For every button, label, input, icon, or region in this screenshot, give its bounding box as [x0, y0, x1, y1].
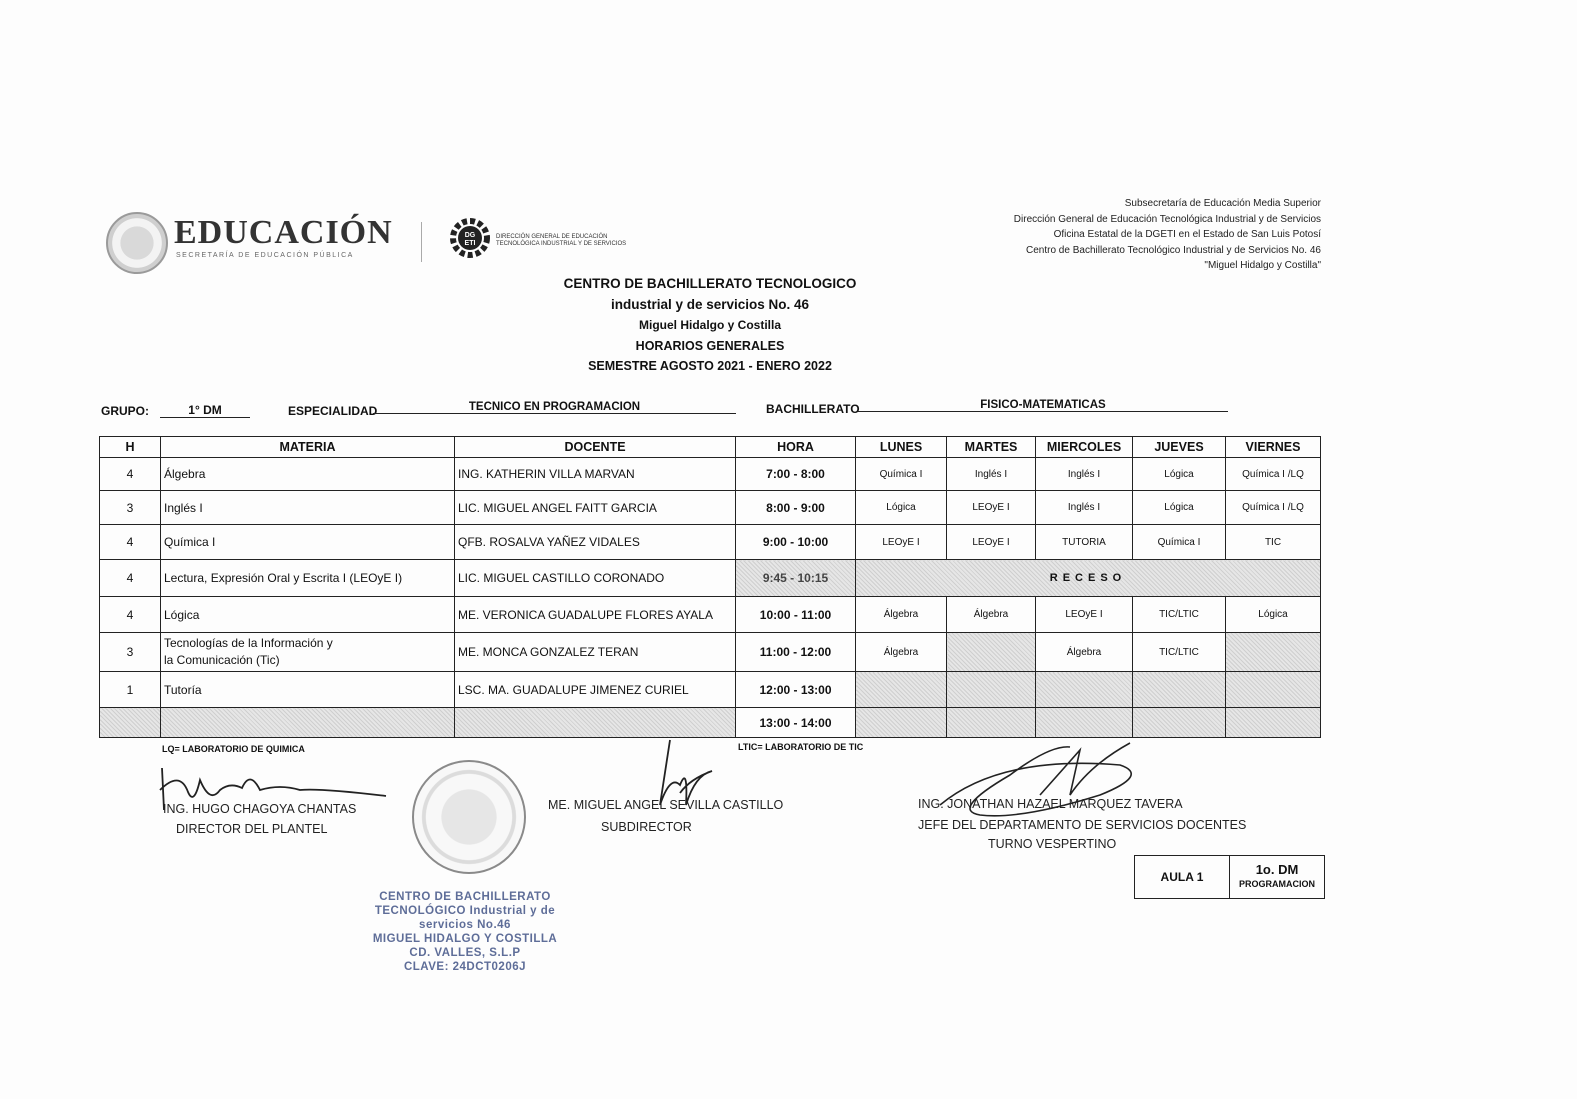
cell-miercoles: Inglés I: [1036, 458, 1133, 491]
stamp-line: TECNOLÓGICO Industrial y de: [374, 905, 556, 917]
jefe-turno: TURNO VESPERTINO: [988, 837, 1117, 851]
director-title: DIRECTOR DEL PLANTEL: [176, 822, 328, 836]
cell-h: 4: [100, 525, 161, 560]
school-name: Miguel Hidalgo y Costilla: [638, 318, 781, 332]
cell-lunes: LEOyE I: [856, 525, 947, 560]
cell-jueves: Lógica: [1133, 458, 1226, 491]
semester-title: SEMESTRE AGOSTO 2021 - ENERO 2022: [588, 359, 832, 373]
stamp-line: MIGUEL HIDALGO Y COSTILLA: [372, 933, 558, 945]
cell-docente: ME. VERONICA GUADALUPE FLORES AYALA: [455, 597, 736, 633]
educacion-logo-subtitle: SECRETARÍA DE EDUCACIÓN PÚBLICA: [176, 252, 354, 259]
cell-materia: [161, 708, 455, 738]
cell-viernes: [1226, 672, 1321, 708]
header-materia: MATERIA: [161, 437, 455, 458]
cell-docente: QFB. ROSALVA YAÑEZ VIDALES: [455, 525, 736, 560]
cell-materia: Álgebra: [161, 458, 455, 491]
receso-cell: RECESO: [856, 560, 1321, 597]
cell-lunes: Álgebra: [856, 633, 947, 672]
cell-hora: 8:00 - 9:00: [736, 491, 856, 525]
header-h: H: [100, 437, 161, 458]
cell-docente: LSC. MA. GUADALUPE JIMENEZ CURIEL: [455, 672, 736, 708]
cell-h: 3: [100, 491, 161, 525]
grupo-value: 1° DM: [160, 403, 250, 418]
svg-text:DG: DG: [464, 232, 476, 239]
header-viernes: VIERNES: [1226, 437, 1321, 458]
materia-line: Tecnologías de la Información y: [164, 636, 333, 650]
stamp-line: servicios No.46: [419, 919, 511, 931]
schedule-table: [99, 436, 1321, 738]
cell-jueves: [1133, 672, 1226, 708]
sep-seal-logo: [106, 212, 168, 274]
cell-miercoles: [1036, 708, 1133, 738]
table-row: [100, 491, 1321, 525]
cell-lunes: Álgebra: [856, 597, 947, 633]
grupo-label: GRUPO:: [101, 404, 149, 418]
cell-materia: [161, 633, 455, 672]
cell-hora: 12:00 - 13:00: [736, 672, 856, 708]
cell-martes: Inglés I: [947, 458, 1036, 491]
aula-specialty: PROGRAMACION: [1239, 879, 1315, 889]
table-row: [100, 672, 1321, 708]
cell-viernes: [1226, 633, 1321, 672]
cell-martes: [947, 633, 1036, 672]
cell-miercoles: TUTORIA: [1036, 525, 1133, 560]
header-lunes: LUNES: [856, 437, 947, 458]
jefe-title: JEFE DEL DEPARTAMENTO DE SERVICIOS DOCENTES: [918, 818, 1247, 832]
cell-jueves: TIC/LTIC: [1133, 633, 1226, 672]
cell-h: 4: [100, 560, 161, 597]
cell-h: 4: [100, 597, 161, 633]
stamp-line: CD. VALLES, S.L.P: [409, 947, 521, 959]
cell-h: [100, 708, 161, 738]
header-line: Subsecretaría de Educación Media Superior: [1124, 198, 1321, 209]
header-hora: HORA: [736, 437, 856, 458]
cell-lunes: Química I: [856, 458, 947, 491]
cell-viernes: Química I /LQ: [1226, 491, 1321, 525]
stamp-line: CENTRO DE BACHILLERATO: [379, 891, 551, 903]
cell-lunes: [856, 672, 947, 708]
cell-lunes: [856, 708, 947, 738]
cell-lunes: Lógica: [856, 491, 947, 525]
logo-divider: [421, 222, 422, 262]
table-row: [100, 560, 1321, 597]
institution-header: [1014, 196, 1321, 274]
cell-hora: 13:00 - 14:00: [736, 708, 856, 738]
cell-materia: Inglés I: [161, 491, 455, 525]
cell-materia: Química I: [161, 525, 455, 560]
cell-docente: ME. MONCA GONZALEZ TERAN: [455, 633, 736, 672]
aula-group-cell: [1230, 856, 1325, 899]
cell-miercoles: LEOyE I: [1036, 597, 1133, 633]
cell-viernes: TIC: [1226, 525, 1321, 560]
cell-hora: 9:45 - 10:15: [736, 560, 856, 597]
aula-group: 1o. DM: [1255, 862, 1299, 877]
table-row: [100, 633, 1321, 672]
cell-jueves: [1133, 708, 1226, 738]
cell-docente: [455, 708, 736, 738]
header-line: Oficina Estatal de la DGETI en el Estado de San Luis Potosí: [1053, 229, 1321, 240]
header-miercoles: MIERCOLES: [1036, 437, 1133, 458]
table-row: [100, 458, 1321, 491]
cell-hora: 9:00 - 10:00: [736, 525, 856, 560]
svg-text:ETI: ETI: [464, 240, 476, 247]
cell-miercoles: [1036, 672, 1133, 708]
subdirector-title: SUBDIRECTOR: [601, 820, 692, 834]
cell-h: 3: [100, 633, 161, 672]
document-title: HORARIOS GENERALES: [635, 339, 785, 353]
table-row: [100, 597, 1321, 633]
cell-docente: LIC. MIGUEL CASTILLO CORONADO: [455, 560, 736, 597]
table-row: [100, 708, 1321, 738]
note-lq: LQ= LABORATORIO DE QUIMICA: [162, 744, 305, 754]
cell-jueves: Química I: [1133, 525, 1226, 560]
table-row: [100, 525, 1321, 560]
table-header-row: [100, 437, 1321, 458]
cell-viernes: [1226, 708, 1321, 738]
cell-martes: LEOyE I: [947, 525, 1036, 560]
especialidad-label: ESPECIALIDAD: [288, 404, 378, 418]
cell-hora: 10:00 - 11:00: [736, 597, 856, 633]
cell-martes: [947, 672, 1036, 708]
cell-materia: Lógica: [161, 597, 455, 633]
cell-martes: Álgebra: [947, 597, 1036, 633]
header-line: Centro de Bachillerato Tecnológico Industrial y de Servicios No. 46: [1026, 244, 1321, 256]
cell-h: 4: [100, 458, 161, 491]
stamp-line: CLAVE: 24DCT0206J: [403, 961, 527, 973]
jefe-name: ING. JONATHAN HAZAEL MARQUEZ TAVERA: [918, 797, 1183, 811]
subdirector-name: ME. MIGUEL ANGEL SEVILLA CASTILLO: [548, 798, 784, 812]
header-jueves: JUEVES: [1133, 437, 1226, 458]
cell-jueves: TIC/LTIC: [1133, 597, 1226, 633]
school-subtitle: industrial y de servicios No. 46: [610, 297, 810, 312]
director-name: ING. HUGO CHAGOYA CHANTAS: [163, 802, 357, 816]
header-martes: MARTES: [947, 437, 1036, 458]
header-docente: DOCENTE: [455, 437, 736, 458]
cell-martes: LEOyE I: [947, 491, 1036, 525]
aula-box: [1134, 855, 1325, 899]
cell-docente: LIC. MIGUEL ANGEL FAITT GARCIA: [455, 491, 736, 525]
bachillerato-value: FISICO-MATEMATICAS: [858, 399, 1228, 412]
cell-miercoles: Inglés I: [1036, 491, 1133, 525]
aula-label: AULA 1: [1135, 856, 1230, 899]
cell-miercoles: Álgebra: [1036, 633, 1133, 672]
cell-martes: [947, 708, 1036, 738]
header-line: Dirección General de Educación Tecnológica Industrial y de Servicios: [1013, 213, 1321, 225]
materia-line: la Comunicación (Tic): [164, 653, 280, 667]
cell-materia: Tutoría: [161, 672, 455, 708]
especialidad-value: TECNICO EN PROGRAMACION: [373, 401, 736, 414]
school-title: CENTRO DE BACHILLERATO TECNOLOGICO: [563, 276, 857, 291]
cell-h: 1: [100, 672, 161, 708]
bachillerato-label: BACHILLERATO: [766, 402, 860, 416]
official-seal-icon: [412, 760, 526, 874]
dgeti-gear-icon: [446, 214, 494, 262]
cell-materia: Lectura, Expresión Oral y Escrita I (LEOyE I): [161, 560, 455, 597]
school-stamp: [360, 890, 570, 974]
dgeti-logo-text: DIRECCIÓN GENERAL DE EDUCACIÓN TECNOLÓGICA INDUSTRIAL Y DE SERVICIOS: [496, 234, 627, 247]
cell-docente: ING. KATHERIN VILLA MARVAN: [455, 458, 736, 491]
educacion-logo-title: EDUCACIÓN: [174, 214, 393, 251]
cell-jueves: Lógica: [1133, 491, 1226, 525]
cell-viernes: Química I /LQ: [1226, 458, 1321, 491]
note-ltic: LTIC= LABORATORIO DE TIC: [738, 742, 864, 752]
cell-hora: 11:00 - 12:00: [736, 633, 856, 672]
header-line: "Miguel Hidalgo y Costilla": [1204, 260, 1321, 271]
cell-hora: 7:00 - 8:00: [736, 458, 856, 491]
cell-viernes: Lógica: [1226, 597, 1321, 633]
